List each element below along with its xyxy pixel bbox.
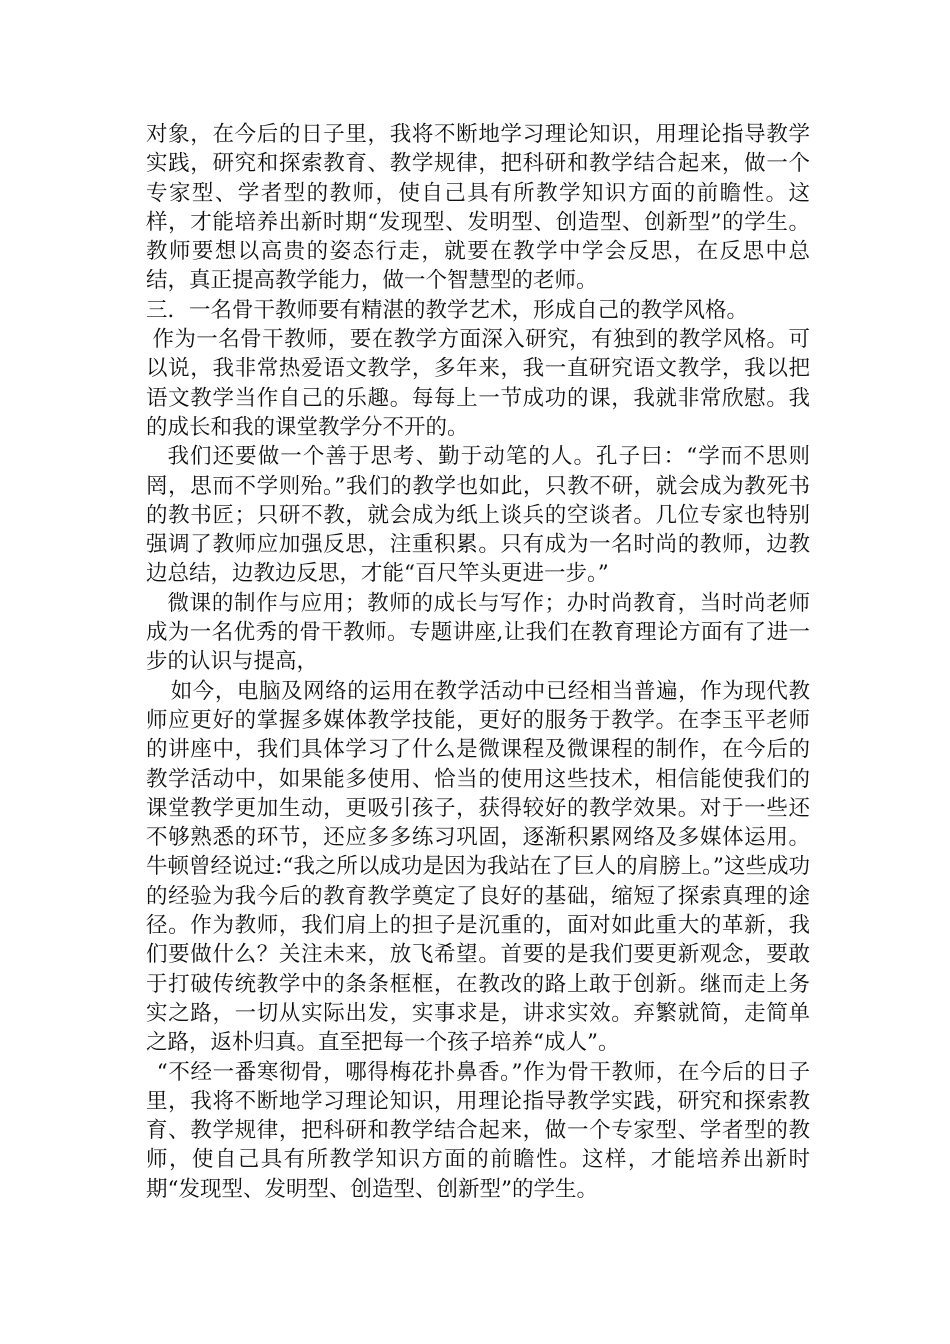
paragraph-continuation: 对象，在今后的日子里，我将不断地学习理论知识，用理论指导教学实践，研究和探索教育、教学规律，把科研和教学结合起来，做一个专家型、学者型的教师，使自己具有所教学知识方面的前瞻性。这样，才能培养出新时期“发现型、发明型、创造型、创新型”的学生。教师要想以高贵的姿态行走，就要在教学中学会反思，在反思中总结，真正提高教学能力，做一个智慧型的老师。 [146,122,810,294]
paragraph-conclusion: “不经一番寒彻骨，哪得梅花扑鼻香。”作为骨干教师，在今后的日子里，我将不断地学习理论知识，用理论指导教学实践，研究和探索教育、教学规律，把科研和教学结合起来，做一个专家型、学者型的教师，使自己具有所教学知识方面的前瞻性。这样，才能培养出新时期“发现型、发明型、创造型、创新型”的学生。 [146,1059,810,1202]
document-body [146,120,810,1204]
paragraph-multimedia: 如今，电脑及网络的运用在教学活动中已经相当普遍，作为现代教师应更好的掌握多媒体教学技能，更好的服务于教学。在李玉平老师的讲座中，我们具体学习了什么是微课程及微课程的制作，在今后的教学活动中，如果能多使用、恰当的使用这些技术，相信能使我们的课堂教学更加生动，更吸引孩子，获得较好的教学效果。对于一些还不够熟悉的环节，还应多多练习巩固，逐渐积累网络及多媒体运用。牛顿曾经说过:“我之所以成功是因为我站在了巨人的肩膀上。”这些成功的经验为我今后的教育教学奠定了良好的基础，缩短了探索真理的途径。作为教师，我们肩上的担子是沉重的，面对如此重大的革新，我们要做什么？关注未来，放飞希望。首要的是我们要更新观念，要敢于打破传统教学中的条条框框，在教改的路上敢于创新。继而走上务实之路，一切从实际出发，实事求是，讲求实效。弃繁就简，走简单之路，返朴归真。直至把每一个孩子培养“成人”。 [146,678,810,1056]
section-heading: 三．一名骨干教师要有精湛的教学艺术，形成自己的教学风格。 [146,297,749,323]
paragraph-teaching-style: 作为一名骨干教师，要在教学方面深入研究，有独到的教学风格。可以说，我非常热爱语文教学，多年来，我一直研究语文教学，我以把语文教学当作自己的乐趣。每每上一节成功的课，我就非常欣慰。我的成长和我的课堂教学分不开的。 [146,327,810,440]
paragraph-reflection: 我们还要做一个善于思考、勤于动笔的人。孔子曰：“学而不思则罔，思而不学则殆。”我们的教学也如此，只教不研，就会成为教死书的教书匠；只研不教，就会成为纸上谈兵的空谈者。几位专家也特别强调了教师应加强反思，注重积累。只有成为一名时尚的教师，边教边总结，边教边反思，才能“百尺竿头更进一步。” [146,444,810,587]
paragraph-micro-course: 微课的制作与应用；教师的成长与写作；办时尚教育，当时尚老师成为一名优秀的骨干教师。专题讲座,让我们在教育理论方面有了进一步的认识与提高， [146,590,810,675]
